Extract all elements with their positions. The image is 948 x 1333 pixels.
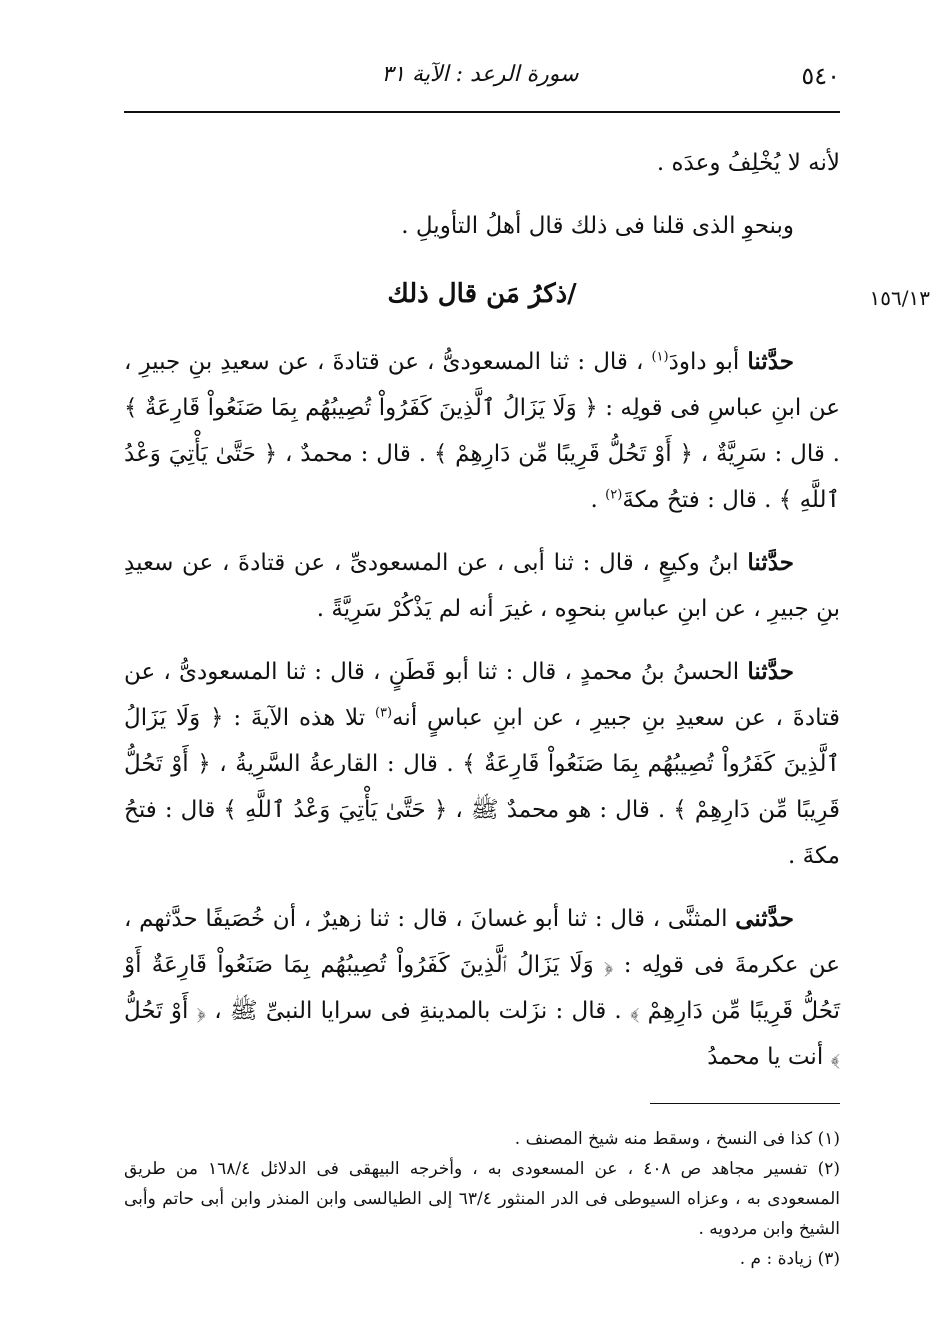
section-title: /ذكرُ مَن قال ذلك: [387, 279, 577, 309]
paragraph-3-text-b: ، قال : ثنا المسعودىُّ ، عن قتادةَ ، عن سعيدِ بنِ جبيرِ ، عن ابنِ عباسِ فى قولِه : ﴿ وَلَا يَزَالُ ٱلَّذِينَ كَفَرُواْ تُصِيبُهُم بِمَا صَنَعُواْ قَارِعَةٌ ﴾ . قال : سَرِيَّةٌ ، ﴿ أَوْ تَحُلُّ قَرِيبًا مِّن دَارِهِمْ ﴾ . قال : محمدٌ ، ﴿ حَتَّىٰ يَأْتِيَ وَعْدُ ٱللَّهِ ﴾ . قال : فتحُ مكةَ: [124, 349, 840, 513]
paragraph-1: لأنه لا يُخْلِفُ وعدَه .: [656, 150, 840, 176]
paragraph-6-lead: حدَّثنى: [735, 905, 794, 932]
footnote-2: (٢) تفسير مجاهد ص ٤٠٨ ، عن المسعودى به ، وأخرجه البيهقى فى الدلائل ١٦٨/٤ من طريق المسعودى به ، وعزاه السيوطى فى الدر المنثور ٦٣/٤ إلى الطيالسى وابن المنذر وابن أبى حاتم وأبى الشيخ وابن مردويه .: [124, 1159, 840, 1239]
paragraph-4-lead: حدَّثنا: [747, 549, 794, 576]
page-number: ٥٤٠: [801, 62, 840, 90]
paragraph-3-end: .: [590, 487, 606, 513]
footnote-ref-2: (٢): [605, 487, 623, 503]
footnotes: [124, 1124, 840, 1274]
paragraph-5-text-a: الحسنُ بنُ محمدٍ ، قال : ثنا أبو قَطَنٍ ، قال : ثنا المسعودىُّ ، عن قتادةَ ، عن سعيدِ بنِ جبيرِ ، عن ابنِ عباسٍ أنه: [124, 659, 841, 731]
paragraph-3-text-a: أبو داودَ: [668, 349, 748, 375]
main-text: [124, 140, 840, 1097]
footnote-1: (١) كذا فى النسخ ، وسقط منه شيخ المصنف .: [514, 1129, 840, 1149]
paragraph-5-text-b: تلا هذه الآيةَ : ﴿ وَلَا يَزَالُ ٱلَّذِينَ كَفَرُواْ تُصِيبُهُم بِمَا صَنَعُواْ قَارِعَةٌ ﴾ . قال : القارعةُ السَّرِيةُ ، ﴿ أَوْ تَحُلُّ قَرِيبًا مِّن دَارِهِمْ ﴾ . قال : هو محمدٌ ﷺ ، ﴿ حَتَّىٰ يَأْتِيَ وَعْدُ ٱللَّهِ ﴾ قال : فتحُ مكةَ .: [124, 705, 840, 869]
running-header: [120, 58, 840, 98]
margin-reference: ١٥٦/١٣: [869, 286, 930, 310]
paragraph-5: [124, 649, 840, 879]
paragraph-3: [124, 339, 840, 523]
paragraph-5-lead: حدَّثنا: [747, 658, 794, 685]
footnote-ref-1: (١): [651, 349, 669, 365]
paragraph-2: وبنحوِ الذى قلنا فى ذلك قال أهلُ التأويلِ .: [401, 213, 794, 239]
footnote-rule: [650, 1103, 840, 1104]
paragraph-3-lead: حدَّثنا: [747, 348, 794, 375]
paragraph-6: [124, 896, 840, 1080]
paragraph-4-text: ابنُ وكيعٍ ، قال : ثنا أبى ، عن المسعودىِّ ، عن قتادةَ ، عن سعيدِ بنِ جبيرِ ، عن ابنِ عباسِ بنحوِه ، غيرَ أنه لم يَذْكُرْ سَرِيَّةً .: [124, 550, 840, 622]
paragraph-4: [124, 540, 840, 632]
header-rule: [124, 111, 840, 113]
footnote-ref-3: (٣): [374, 705, 393, 721]
footnote-3: (٣) زيادة : م .: [739, 1249, 840, 1269]
paragraph-6-text: المثنَّى ، قال : ثنا أبو غسانَ ، قال : ثنا زهيرٌ ، أن خُصَيفًا حدَّثهم ، عن عكرمةَ فى قولِه : ﴿ وَلَا يَزَالُ ٱلَّذِينَ كَفَرُواْ تُصِيبُهُم بِمَا صَنَعُواْ قَارِعَةٌ أَوْ تَحُلُّ قَرِيبًا مِّن دَارِهِمْ ﴾ . قال : نزَلت بالمدينةِ فى سرايا النبىِّ ﷺ ، ﴿ أَوْ تَحُلُّ ﴾ أنت يا محمدُ: [124, 906, 840, 1070]
header-title: سورة الرعد : الآية ٣١: [381, 62, 579, 87]
